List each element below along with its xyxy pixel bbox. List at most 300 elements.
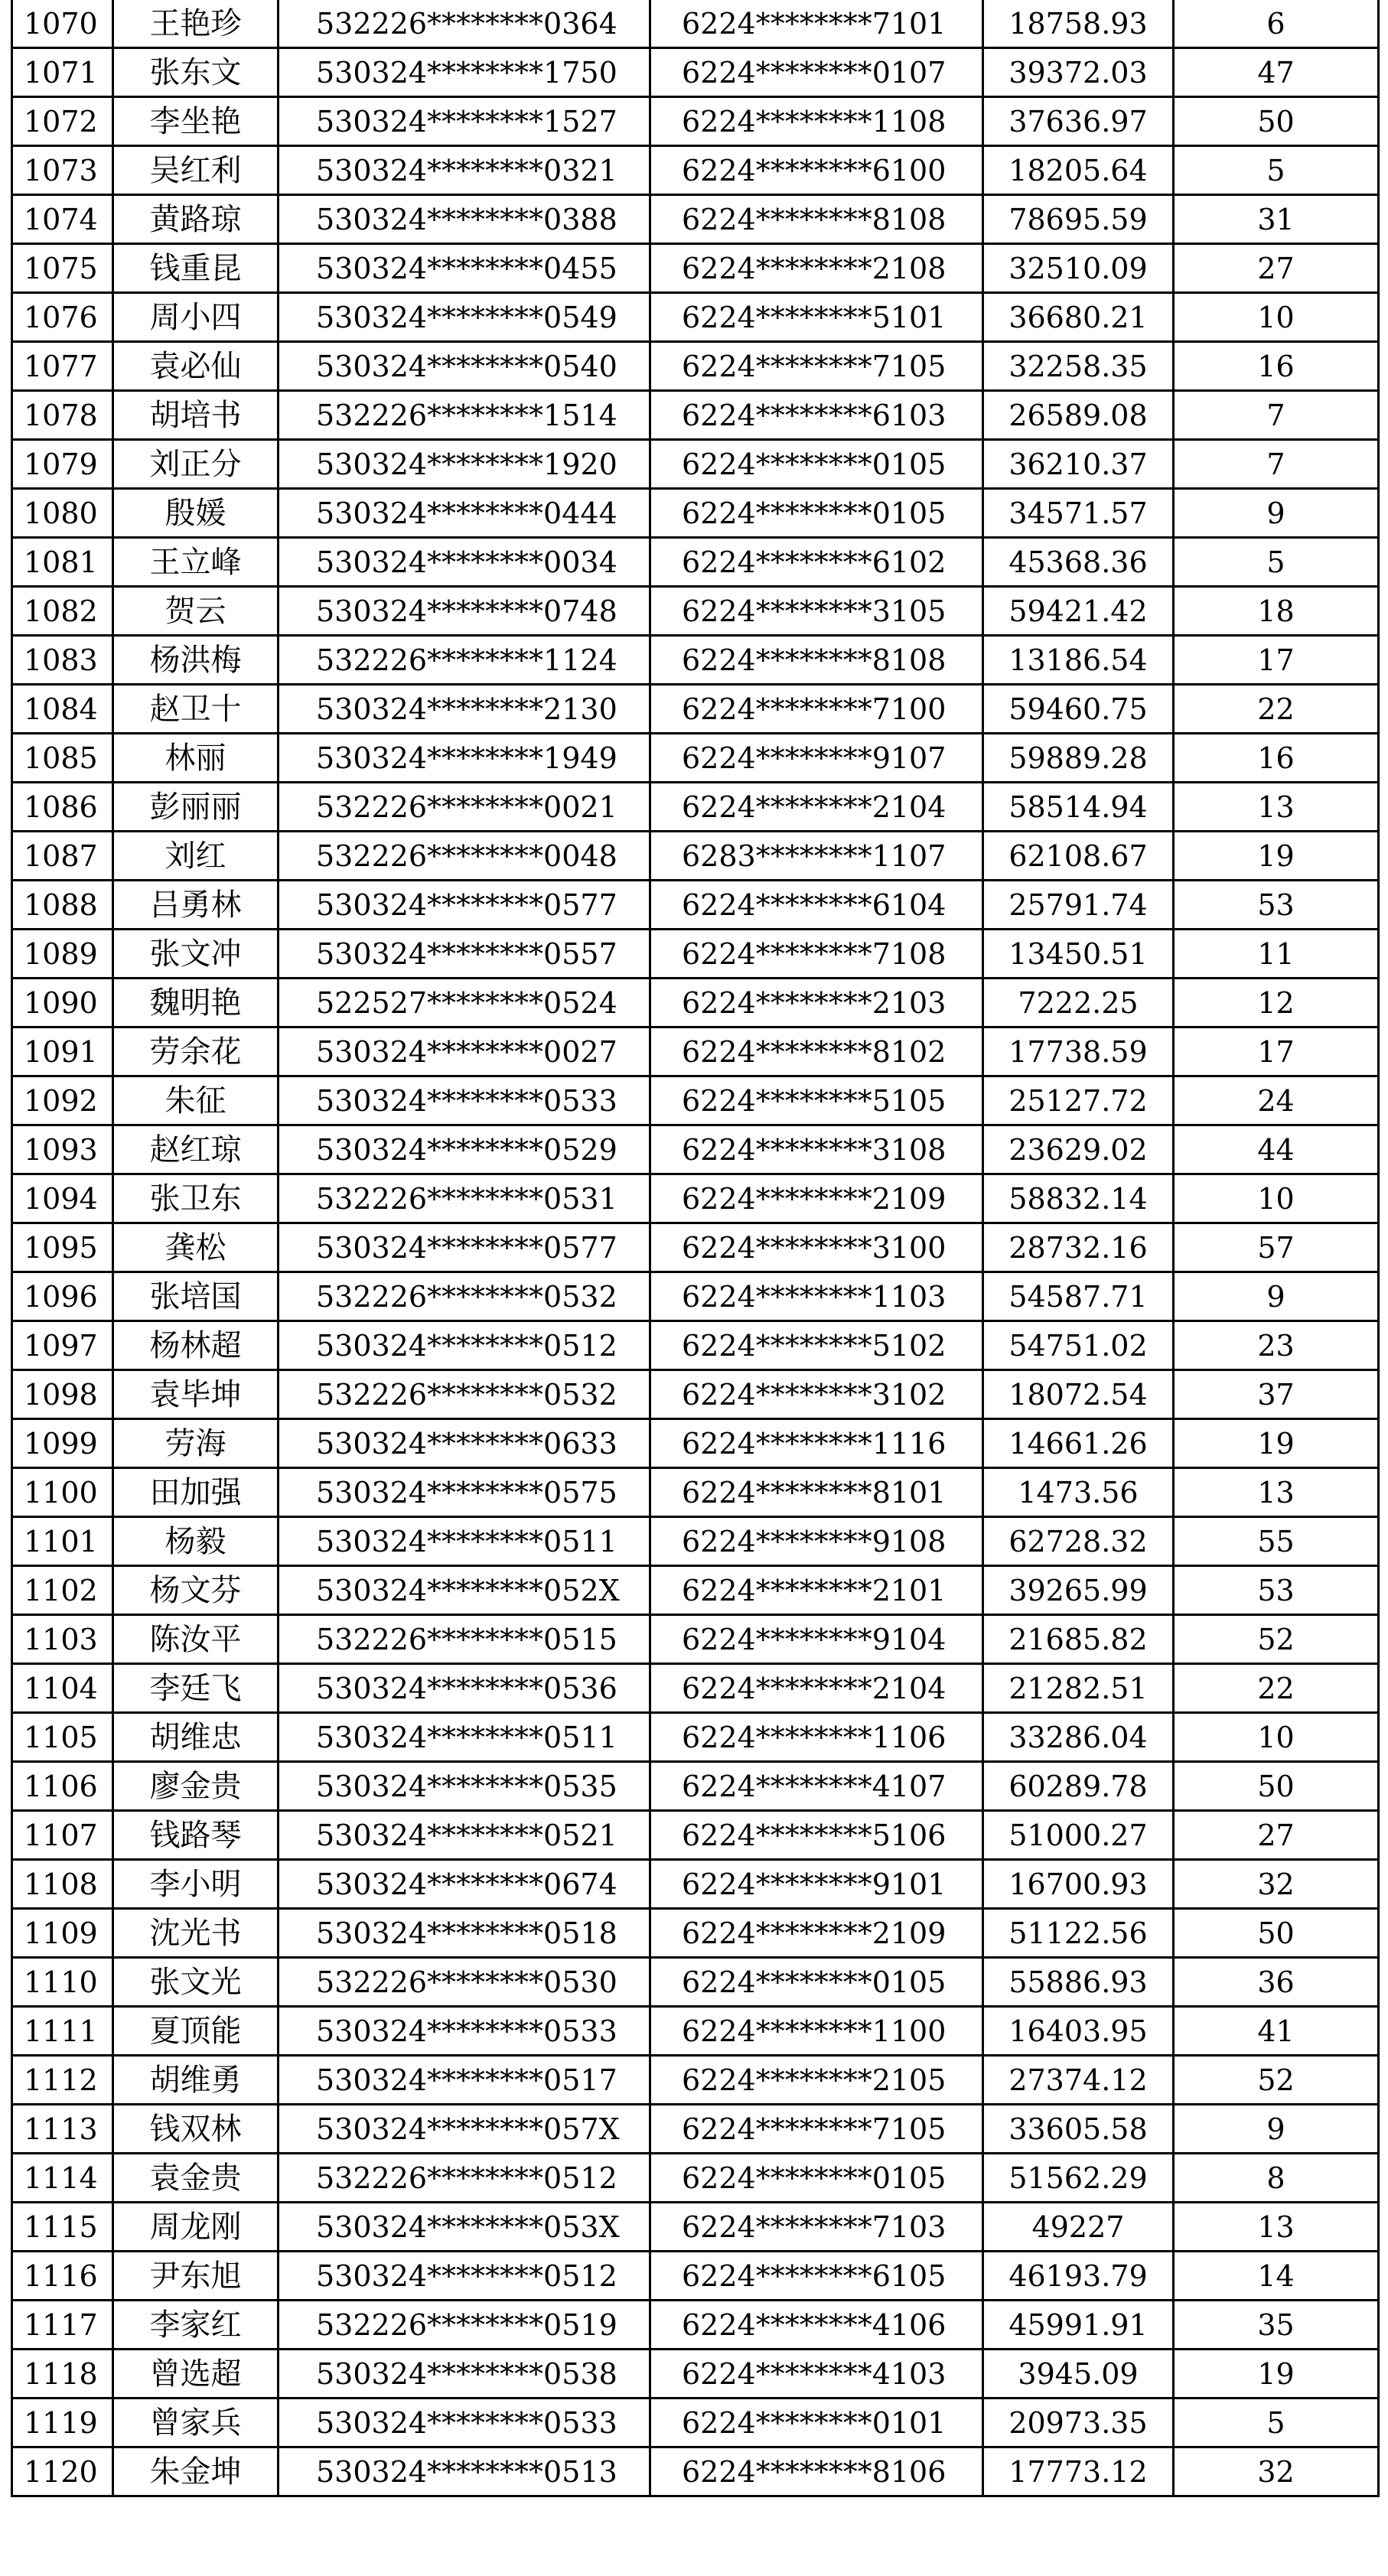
card-number-cell: 6224********0107 [650, 48, 983, 97]
count-cell: 24 [1174, 1076, 1379, 1125]
count-cell: 47 [1174, 48, 1379, 97]
name-cell: 田加强 [113, 1468, 279, 1517]
row-number-cell: 1074 [12, 195, 113, 244]
row-number-cell: 1070 [12, 0, 113, 48]
card-number-cell: 6224********6100 [650, 146, 983, 195]
count-cell: 35 [1174, 2301, 1379, 2350]
amount-cell: 62108.67 [983, 832, 1174, 881]
name-cell: 杨毅 [113, 1517, 279, 1566]
row-number-cell: 1085 [12, 734, 113, 783]
card-number-cell: 6224********4106 [650, 2301, 983, 2350]
table-row [12, 1664, 1379, 1713]
count-cell: 13 [1174, 2203, 1379, 2252]
row-number-cell: 1111 [12, 2007, 113, 2056]
table-row [12, 1713, 1379, 1762]
count-cell: 52 [1174, 2056, 1379, 2105]
id-number-cell: 532226********0515 [279, 1615, 650, 1664]
id-number-cell: 530324********0511 [279, 1713, 650, 1762]
name-cell: 张文冲 [113, 930, 279, 979]
card-number-cell: 6224********3100 [650, 1223, 983, 1272]
table-row [12, 1321, 1379, 1370]
table-row [12, 2252, 1379, 2301]
id-number-cell: 530324********053X [279, 2203, 650, 2252]
row-number-cell: 1107 [12, 1811, 113, 1860]
count-cell: 22 [1174, 1664, 1379, 1713]
card-number-cell: 6224********3105 [650, 587, 983, 636]
id-number-cell: 530324********0513 [279, 2447, 650, 2496]
id-number-cell: 530324********1527 [279, 97, 650, 146]
row-number-cell: 1098 [12, 1370, 113, 1419]
id-number-cell: 530324********0538 [279, 2350, 650, 2399]
table-row [12, 489, 1379, 538]
table-row [12, 244, 1379, 293]
count-cell: 13 [1174, 783, 1379, 832]
amount-cell: 60289.78 [983, 1762, 1174, 1811]
id-number-cell: 532226********0530 [279, 1958, 650, 2007]
table-row [12, 2301, 1379, 2350]
row-number-cell: 1114 [12, 2154, 113, 2203]
card-number-cell: 6283********1107 [650, 832, 983, 881]
card-number-cell: 6224********0105 [650, 2154, 983, 2203]
name-cell: 周小四 [113, 293, 279, 342]
name-cell: 胡培书 [113, 391, 279, 440]
card-number-cell: 6224********3102 [650, 1370, 983, 1419]
id-number-cell: 530324********0748 [279, 587, 650, 636]
count-cell: 23 [1174, 1321, 1379, 1370]
card-number-cell: 6224********2104 [650, 783, 983, 832]
id-number-cell: 530324********0535 [279, 1762, 650, 1811]
name-cell: 王立峰 [113, 538, 279, 587]
amount-cell: 59460.75 [983, 685, 1174, 734]
count-cell: 50 [1174, 1762, 1379, 1811]
id-number-cell: 532226********0532 [279, 1370, 650, 1419]
table-row [12, 2056, 1379, 2105]
card-number-cell: 6224********8101 [650, 1468, 983, 1517]
id-number-cell: 530324********0518 [279, 1909, 650, 1958]
name-cell: 钱双林 [113, 2105, 279, 2154]
table-row [12, 0, 1379, 48]
card-number-cell: 6224********2109 [650, 1174, 983, 1223]
row-number-cell: 1115 [12, 2203, 113, 2252]
amount-cell: 18758.93 [983, 0, 1174, 48]
id-number-cell: 532226********0021 [279, 783, 650, 832]
count-cell: 53 [1174, 881, 1379, 930]
id-number-cell: 530324********0027 [279, 1027, 650, 1076]
id-number-cell: 530324********0388 [279, 195, 650, 244]
amount-cell: 21282.51 [983, 1664, 1174, 1713]
row-number-cell: 1100 [12, 1468, 113, 1517]
row-number-cell: 1108 [12, 1860, 113, 1909]
id-number-cell: 532226********0364 [279, 0, 650, 48]
card-number-cell: 6224********4107 [650, 1762, 983, 1811]
id-number-cell: 532226********0512 [279, 2154, 650, 2203]
row-number-cell: 1091 [12, 1027, 113, 1076]
row-number-cell: 1076 [12, 293, 113, 342]
name-cell: 袁必仙 [113, 342, 279, 391]
amount-cell: 36210.37 [983, 440, 1174, 489]
card-number-cell: 6224********2101 [650, 1566, 983, 1615]
data-table-container [11, 0, 1377, 2497]
row-number-cell: 1118 [12, 2350, 113, 2399]
amount-cell: 16700.93 [983, 1860, 1174, 1909]
amount-cell: 51122.56 [983, 1909, 1174, 1958]
name-cell: 袁金贵 [113, 2154, 279, 2203]
name-cell: 尹东旭 [113, 2252, 279, 2301]
amount-cell: 36680.21 [983, 293, 1174, 342]
count-cell: 27 [1174, 244, 1379, 293]
name-cell: 张文光 [113, 1958, 279, 2007]
name-cell: 黄路琼 [113, 195, 279, 244]
count-cell: 31 [1174, 195, 1379, 244]
id-number-cell: 530324********2130 [279, 685, 650, 734]
amount-cell: 13450.51 [983, 930, 1174, 979]
count-cell: 37 [1174, 1370, 1379, 1419]
id-number-cell: 522527********0524 [279, 979, 650, 1027]
name-cell: 殷媛 [113, 489, 279, 538]
count-cell: 52 [1174, 1615, 1379, 1664]
id-number-cell: 532226********0532 [279, 1272, 650, 1321]
id-number-cell: 532226********1514 [279, 391, 650, 440]
count-cell: 41 [1174, 2007, 1379, 2056]
table-row [12, 881, 1379, 930]
count-cell: 44 [1174, 1125, 1379, 1174]
row-number-cell: 1099 [12, 1419, 113, 1468]
card-number-cell: 6224********9108 [650, 1517, 983, 1566]
card-number-cell: 6224********5105 [650, 1076, 983, 1125]
card-number-cell: 6224********9107 [650, 734, 983, 783]
table-row [12, 2007, 1379, 2056]
name-cell: 王艳珍 [113, 0, 279, 48]
card-number-cell: 6224********9104 [650, 1615, 983, 1664]
table-row [12, 783, 1379, 832]
count-cell: 8 [1174, 2154, 1379, 2203]
row-number-cell: 1088 [12, 881, 113, 930]
card-number-cell: 6224********7103 [650, 2203, 983, 2252]
count-cell: 36 [1174, 1958, 1379, 2007]
name-cell: 张东文 [113, 48, 279, 97]
row-number-cell: 1117 [12, 2301, 113, 2350]
amount-cell: 51000.27 [983, 1811, 1174, 1860]
card-number-cell: 6224********5106 [650, 1811, 983, 1860]
amount-cell: 18072.54 [983, 1370, 1174, 1419]
amount-cell: 28732.16 [983, 1223, 1174, 1272]
count-cell: 11 [1174, 930, 1379, 979]
card-number-cell: 6224********8108 [650, 636, 983, 685]
table-row [12, 2154, 1379, 2203]
row-number-cell: 1106 [12, 1762, 113, 1811]
name-cell: 赵红琼 [113, 1125, 279, 1174]
amount-cell: 55886.93 [983, 1958, 1174, 2007]
name-cell: 夏顶能 [113, 2007, 279, 2056]
id-number-cell: 530324********057X [279, 2105, 650, 2154]
table-row [12, 1419, 1379, 1468]
count-cell: 19 [1174, 832, 1379, 881]
table-row [12, 1762, 1379, 1811]
row-number-cell: 1112 [12, 2056, 113, 2105]
amount-cell: 33286.04 [983, 1713, 1174, 1762]
card-number-cell: 6224********3108 [650, 1125, 983, 1174]
table-row [12, 685, 1379, 734]
row-number-cell: 1093 [12, 1125, 113, 1174]
amount-cell: 54587.71 [983, 1272, 1174, 1321]
id-number-cell: 530324********1920 [279, 440, 650, 489]
card-number-cell: 6224********7101 [650, 0, 983, 48]
table-row [12, 1615, 1379, 1664]
id-number-cell: 530324********0533 [279, 2007, 650, 2056]
id-number-cell: 530324********0321 [279, 146, 650, 195]
table-row [12, 195, 1379, 244]
row-number-cell: 1084 [12, 685, 113, 734]
card-number-cell: 6224********0105 [650, 1958, 983, 2007]
table-row [12, 636, 1379, 685]
id-number-cell: 530324********0549 [279, 293, 650, 342]
table-row [12, 1076, 1379, 1125]
table-row [12, 734, 1379, 783]
card-number-cell: 6224********1116 [650, 1419, 983, 1468]
card-number-cell: 6224********5102 [650, 1321, 983, 1370]
name-cell: 赵卫十 [113, 685, 279, 734]
card-number-cell: 6224********6105 [650, 2252, 983, 2301]
id-number-cell: 532226********0048 [279, 832, 650, 881]
row-number-cell: 1105 [12, 1713, 113, 1762]
row-number-cell: 1094 [12, 1174, 113, 1223]
count-cell: 14 [1174, 2252, 1379, 2301]
card-number-cell: 6224********4103 [650, 2350, 983, 2399]
card-number-cell: 6224********2105 [650, 2056, 983, 2105]
name-cell: 林丽 [113, 734, 279, 783]
amount-cell: 39265.99 [983, 1566, 1174, 1615]
row-number-cell: 1079 [12, 440, 113, 489]
name-cell: 朱征 [113, 1076, 279, 1125]
count-cell: 57 [1174, 1223, 1379, 1272]
row-number-cell: 1089 [12, 930, 113, 979]
row-number-cell: 1083 [12, 636, 113, 685]
table-row [12, 2447, 1379, 2496]
amount-cell: 20973.35 [983, 2399, 1174, 2447]
amount-cell: 49227 [983, 2203, 1174, 2252]
table-row [12, 1027, 1379, 1076]
table-row [12, 1860, 1379, 1909]
name-cell: 劳余花 [113, 1027, 279, 1076]
name-cell: 陈汝平 [113, 1615, 279, 1664]
amount-cell: 59889.28 [983, 734, 1174, 783]
count-cell: 19 [1174, 1419, 1379, 1468]
id-number-cell: 530324********0512 [279, 1321, 650, 1370]
row-number-cell: 1075 [12, 244, 113, 293]
amount-cell: 23629.02 [983, 1125, 1174, 1174]
id-number-cell: 530324********0540 [279, 342, 650, 391]
table-row [12, 2203, 1379, 2252]
table-row [12, 1566, 1379, 1615]
amount-cell: 32258.35 [983, 342, 1174, 391]
count-cell: 5 [1174, 2399, 1379, 2447]
count-cell: 10 [1174, 1713, 1379, 1762]
count-cell: 9 [1174, 2105, 1379, 2154]
count-cell: 27 [1174, 1811, 1379, 1860]
name-cell: 刘正分 [113, 440, 279, 489]
card-number-cell: 6224********1100 [650, 2007, 983, 2056]
row-number-cell: 1082 [12, 587, 113, 636]
count-cell: 16 [1174, 342, 1379, 391]
amount-cell: 45368.36 [983, 538, 1174, 587]
row-number-cell: 1102 [12, 1566, 113, 1615]
row-number-cell: 1073 [12, 146, 113, 195]
name-cell: 杨洪梅 [113, 636, 279, 685]
table-row [12, 293, 1379, 342]
count-cell: 7 [1174, 391, 1379, 440]
table-row [12, 48, 1379, 97]
card-number-cell: 6224********7100 [650, 685, 983, 734]
row-number-cell: 1092 [12, 1076, 113, 1125]
table-row [12, 146, 1379, 195]
name-cell: 李小明 [113, 1860, 279, 1909]
card-number-cell: 6224********1108 [650, 97, 983, 146]
row-number-cell: 1116 [12, 2252, 113, 2301]
card-number-cell: 6224********6104 [650, 881, 983, 930]
name-cell: 龚松 [113, 1223, 279, 1272]
amount-cell: 32510.09 [983, 244, 1174, 293]
id-number-cell: 530324********0529 [279, 1125, 650, 1174]
table-row [12, 1125, 1379, 1174]
name-cell: 钱重昆 [113, 244, 279, 293]
row-number-cell: 1120 [12, 2447, 113, 2496]
card-number-cell: 6224********2109 [650, 1909, 983, 1958]
row-number-cell: 1080 [12, 489, 113, 538]
card-number-cell: 6224********2108 [650, 244, 983, 293]
table-row [12, 1811, 1379, 1860]
name-cell: 钱路琴 [113, 1811, 279, 1860]
table-row [12, 587, 1379, 636]
amount-cell: 58832.14 [983, 1174, 1174, 1223]
count-cell: 18 [1174, 587, 1379, 636]
count-cell: 55 [1174, 1517, 1379, 1566]
id-number-cell: 532226********1124 [279, 636, 650, 685]
row-number-cell: 1078 [12, 391, 113, 440]
id-number-cell: 530324********0533 [279, 2399, 650, 2447]
card-number-cell: 6224********8108 [650, 195, 983, 244]
amount-cell: 54751.02 [983, 1321, 1174, 1370]
id-number-cell: 530324********1750 [279, 48, 650, 97]
count-cell: 5 [1174, 538, 1379, 587]
name-cell: 杨林超 [113, 1321, 279, 1370]
id-number-cell: 530324********052X [279, 1566, 650, 1615]
amount-cell: 78695.59 [983, 195, 1174, 244]
name-cell: 张培国 [113, 1272, 279, 1321]
table-row [12, 1272, 1379, 1321]
name-cell: 朱金坤 [113, 2447, 279, 2496]
name-cell: 胡维忠 [113, 1713, 279, 1762]
table-row [12, 930, 1379, 979]
table-row [12, 1223, 1379, 1272]
row-number-cell: 1103 [12, 1615, 113, 1664]
card-number-cell: 6224********7108 [650, 930, 983, 979]
card-number-cell: 6224********6102 [650, 538, 983, 587]
row-number-cell: 1101 [12, 1517, 113, 1566]
id-number-cell: 530324********0557 [279, 930, 650, 979]
table-row [12, 2350, 1379, 2399]
id-number-cell: 530324********0633 [279, 1419, 650, 1468]
name-cell: 刘红 [113, 832, 279, 881]
name-cell: 魏明艳 [113, 979, 279, 1027]
card-number-cell: 6224********2103 [650, 979, 983, 1027]
id-number-cell: 530324********0444 [279, 489, 650, 538]
count-cell: 10 [1174, 293, 1379, 342]
row-number-cell: 1090 [12, 979, 113, 1027]
name-cell: 贺云 [113, 587, 279, 636]
count-cell: 9 [1174, 1272, 1379, 1321]
count-cell: 10 [1174, 1174, 1379, 1223]
card-number-cell: 6224********0101 [650, 2399, 983, 2447]
row-number-cell: 1077 [12, 342, 113, 391]
count-cell: 6 [1174, 0, 1379, 48]
name-cell: 张卫东 [113, 1174, 279, 1223]
id-number-cell: 530324********0577 [279, 881, 650, 930]
count-cell: 17 [1174, 636, 1379, 685]
name-cell: 吕勇林 [113, 881, 279, 930]
row-number-cell: 1109 [12, 1909, 113, 1958]
row-number-cell: 1071 [12, 48, 113, 97]
table-row [12, 2399, 1379, 2447]
count-cell: 5 [1174, 146, 1379, 195]
amount-cell: 37636.97 [983, 97, 1174, 146]
name-cell: 李坐艳 [113, 97, 279, 146]
table-row [12, 1958, 1379, 2007]
card-number-cell: 6224********0105 [650, 440, 983, 489]
amount-cell: 25127.72 [983, 1076, 1174, 1125]
card-number-cell: 6224********6103 [650, 391, 983, 440]
count-cell: 17 [1174, 1027, 1379, 1076]
card-number-cell: 6224********7105 [650, 342, 983, 391]
row-number-cell: 1119 [12, 2399, 113, 2447]
row-number-cell: 1096 [12, 1272, 113, 1321]
card-number-cell: 6224********1103 [650, 1272, 983, 1321]
table-row [12, 2105, 1379, 2154]
table-row [12, 97, 1379, 146]
count-cell: 7 [1174, 440, 1379, 489]
count-cell: 50 [1174, 97, 1379, 146]
table-row [12, 1174, 1379, 1223]
amount-cell: 25791.74 [983, 881, 1174, 930]
row-number-cell: 1110 [12, 1958, 113, 2007]
table-row [12, 342, 1379, 391]
id-number-cell: 530324********0034 [279, 538, 650, 587]
name-cell: 劳海 [113, 1419, 279, 1468]
card-number-cell: 6224********2104 [650, 1664, 983, 1713]
table-row [12, 440, 1379, 489]
id-number-cell: 532226********0519 [279, 2301, 650, 2350]
card-number-cell: 6224********5101 [650, 293, 983, 342]
amount-cell: 21685.82 [983, 1615, 1174, 1664]
amount-cell: 45991.91 [983, 2301, 1174, 2350]
id-number-cell: 530324********0511 [279, 1517, 650, 1566]
id-number-cell: 530324********0536 [279, 1664, 650, 1713]
row-number-cell: 1095 [12, 1223, 113, 1272]
amount-cell: 16403.95 [983, 2007, 1174, 2056]
id-number-cell: 530324********0517 [279, 2056, 650, 2105]
name-cell: 曾选超 [113, 2350, 279, 2399]
amount-cell: 1473.56 [983, 1468, 1174, 1517]
id-number-cell: 530324********0533 [279, 1076, 650, 1125]
amount-cell: 33605.58 [983, 2105, 1174, 2154]
card-number-cell: 6224********0105 [650, 489, 983, 538]
name-cell: 吴红利 [113, 146, 279, 195]
name-cell: 李家红 [113, 2301, 279, 2350]
name-cell: 廖金贵 [113, 1762, 279, 1811]
id-number-cell: 530324********0577 [279, 1223, 650, 1272]
id-number-cell: 532226********0531 [279, 1174, 650, 1223]
amount-cell: 18205.64 [983, 146, 1174, 195]
id-number-cell: 530324********0674 [279, 1860, 650, 1909]
